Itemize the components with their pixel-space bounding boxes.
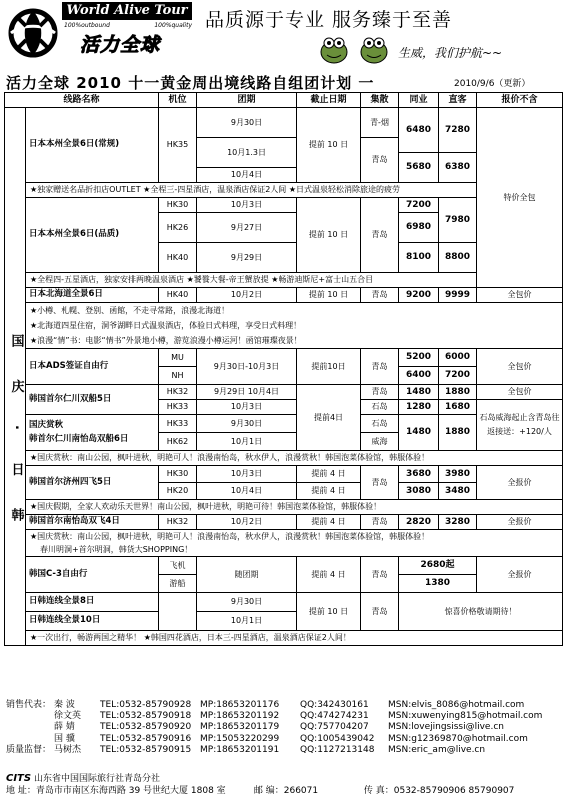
- route-note: ★全程四-五星酒店，独家安排两晚温泉酒店 ★饕餮大餐-帝王蟹放提 ★畅游迪斯尼+富士山五合目: [26, 273, 477, 288]
- price-trade: 6480: [399, 108, 439, 153]
- route-note: ★独家赠送名品折扣店OUTLET ★全程三-四星酒店，温泉酒店保证2人间 ★日式温泉轻松消除旅途的疲劳: [26, 183, 477, 198]
- date: 10月4日: [197, 168, 297, 183]
- company-name: 山东省中国国际旅行社青岛分社: [33, 774, 160, 784]
- table-row: [5, 385, 563, 400]
- city: 青岛: [361, 349, 399, 385]
- table-row: [5, 466, 563, 483]
- date: 9月30日: [197, 415, 297, 433]
- flight: HK62: [159, 433, 197, 451]
- flight: HK30: [159, 198, 197, 213]
- date: 10月2日: [197, 288, 297, 303]
- col-flight: 机位: [159, 93, 197, 108]
- price-trade: 7200: [399, 198, 439, 213]
- city: 青岛: [361, 288, 399, 303]
- city: 青岛: [361, 515, 399, 530]
- price-direct: 9999: [439, 288, 477, 303]
- flight: NH: [159, 367, 197, 385]
- flight: HK32: [159, 385, 197, 400]
- price-direct: 7980: [439, 198, 477, 243]
- col-direct: 直客: [439, 93, 477, 108]
- route-name: 日本本州全景6日(品质): [26, 198, 159, 273]
- flight: HK33: [159, 400, 197, 415]
- slogan: 品质源于专业 服务臻于至善: [205, 9, 453, 31]
- route-name: 日韩连线全景8日: [26, 593, 159, 612]
- city: 青岛: [361, 385, 399, 400]
- price-trade: 9200: [399, 288, 439, 303]
- city: 石岛: [361, 415, 399, 433]
- contact-row: 国 骥 TEL:0532-85790916 MP:15053220299 QQ:1005439042 MSN:g12369870@hotmail.com: [54, 733, 528, 744]
- city: 青岛: [361, 138, 399, 183]
- col-trade: 同业: [399, 93, 439, 108]
- tag-quality: 100%quality: [154, 22, 192, 29]
- excl: 全报价: [477, 515, 563, 530]
- price-trade: 1480: [399, 415, 439, 451]
- date: 10月4日: [197, 483, 297, 500]
- update-date: 2010/9/6（更新）: [454, 79, 531, 89]
- excl: 全包价: [477, 288, 563, 303]
- flight: HK32: [159, 515, 197, 530]
- date: 10月1日: [197, 612, 297, 631]
- price-trade: 6980: [399, 213, 439, 243]
- route-note: ★一次出行，畅游两国之精华！ ★韩国四花酒店，日本三-四星酒店，温泉酒店保证2人间！: [26, 631, 563, 646]
- city: 青岛: [361, 466, 399, 500]
- col-excl: 报价不含: [477, 93, 563, 108]
- route-name: 国庆赏秋 韩首尔仁川南怡岛双船6日: [26, 415, 159, 451]
- city: 青岛: [361, 593, 399, 631]
- date: 9月27日: [197, 213, 297, 243]
- route-name: 日本北海道全景6日: [26, 288, 159, 303]
- price-direct: 1880: [439, 385, 477, 400]
- table-row: [5, 288, 563, 303]
- city: 威海: [361, 433, 399, 451]
- cutoff: 提前 4 日: [297, 557, 361, 593]
- cits-logo: CITS: [6, 773, 32, 784]
- city: 青岛: [361, 198, 399, 273]
- cutoff: 提前10日: [297, 349, 361, 385]
- date: 9月30日: [197, 593, 297, 612]
- protect-slogan: 生威，我们护航~~: [398, 46, 503, 60]
- route-name: 日本ADS签证自由行: [26, 349, 159, 385]
- flight: HK35: [159, 108, 197, 183]
- cutoff: 提前 4 日: [297, 515, 361, 530]
- city: 青-烟: [361, 108, 399, 138]
- city: 石岛: [361, 400, 399, 415]
- date: 9月30日-10月3日: [197, 349, 297, 385]
- cutoff: 提前 4 日: [297, 466, 361, 483]
- col-date: 团期: [197, 93, 297, 108]
- date: 10月3日: [197, 198, 297, 213]
- contacts: [6, 700, 567, 756]
- price-direct: 6000: [439, 349, 477, 367]
- flight: HK26: [159, 213, 197, 243]
- date: 9月29日: [197, 243, 297, 273]
- contact-row: 徐文英 TEL:0532-85790918 MP:18653201192 QQ:474274231 MSN:xuwenying815@hotmail.com: [54, 711, 543, 722]
- excl: 特价全包: [477, 108, 563, 288]
- address-line: 地 址： 青岛市市南区东海西路 39 号世纪大厦 1808 室 邮 编：266071 传 真：0532-85790906 85790907: [6, 783, 562, 796]
- date: 10月1.3日: [197, 138, 297, 168]
- flight: MU: [159, 349, 197, 367]
- price-trade: 5200: [399, 349, 439, 367]
- price-trade: 5680: [399, 153, 439, 183]
- brand-en: World Alive Tour: [62, 2, 192, 20]
- cutoff: 提前 4 日: [297, 483, 361, 500]
- price-direct: 8800: [439, 243, 477, 273]
- city: 青岛: [361, 557, 399, 593]
- excl: 全包价: [477, 349, 563, 385]
- flight: HK40: [159, 243, 197, 273]
- route-name: 韩国C-3自由行: [26, 557, 159, 593]
- swirl-logo-icon: [4, 4, 62, 62]
- table-row: [5, 557, 563, 575]
- route-table: [4, 92, 563, 646]
- route-note: ★小樽、札幌、登别、函館，不走寻常路，浪漫北海道！ ★北海道四星住宿，洞爷湖畔日式温泉酒店，体验日式料理，享受日式料理！ ★浪漫“情”书：电影“情书”外景地小樽，游览浪漫小樽运河！函馆璀璨夜景！: [26, 303, 563, 349]
- excl: 全报价: [477, 557, 563, 593]
- price-trade: 3080: [399, 483, 439, 500]
- date: 9月30日: [197, 108, 297, 138]
- price-direct: 6380: [439, 153, 477, 183]
- price-trade: 8100: [399, 243, 439, 273]
- cutoff: 提前 10 日: [297, 593, 361, 631]
- route-name: 日韩连线全景10日: [26, 612, 159, 631]
- route-name: 韩国首尔仁川双船5日: [26, 385, 159, 415]
- flight: HK40: [159, 288, 197, 303]
- contact-row: 销售代表： 秦 波 TEL:0532-85790928 MP:18653201176 QQ:342430161 MSN:elvis_8086@hotmail.com: [6, 700, 525, 710]
- flight: 飞机: [159, 557, 197, 575]
- brand-tags: [64, 22, 192, 29]
- table-header: [5, 93, 563, 108]
- price-trade: 2820: [399, 515, 439, 530]
- table-row: [5, 593, 563, 612]
- brand-cn: 活力全球: [80, 34, 161, 56]
- flight: [159, 593, 197, 631]
- cutoff: 提前 10 日: [297, 198, 361, 273]
- col-cutoff: 截止日期: [297, 93, 361, 108]
- col-route: 线路名称: [5, 93, 159, 108]
- price-direct: 3980: [439, 466, 477, 483]
- date: 10月1日: [197, 433, 297, 451]
- price-note: 惊喜价格敬请期待！: [399, 593, 563, 631]
- table-row: [5, 349, 563, 367]
- contact-row: 质量监督： 马树杰 TEL:0532-85790915 MP:18653201191 QQ:1127213148 MSN:eric_am@live.cn: [6, 744, 486, 755]
- frog-mascot-icon: [318, 34, 392, 64]
- price-direct: 1680: [439, 400, 477, 415]
- price-direct: 7200: [439, 367, 477, 385]
- header: [0, 0, 567, 72]
- flight: HK30: [159, 466, 197, 483]
- route-note: ★国庆赏秋：南山公园，枫叶进秋，明艳可人！浪漫南怡岛，秋水伊人，浪漫赏秋！韩国泡菜体验馆，韩服体验！ 春川明洞+首尔明洞，韩货大SHOPPING！: [26, 530, 563, 557]
- price-trade: 1280: [399, 400, 439, 415]
- tag-outbound: 100%outbound: [64, 22, 110, 29]
- table-row: [5, 108, 563, 123]
- date: 随团期: [197, 557, 297, 593]
- postcode: 邮 编：266071: [253, 786, 319, 796]
- price-direct: 7280: [439, 108, 477, 153]
- address: 青岛市市南区东海西路 39 号世纪大厦 1808 室: [35, 786, 226, 796]
- flight: HK33: [159, 415, 197, 433]
- excl: 石岛威海起止含青岛往返接送：+120/人: [477, 400, 563, 451]
- cutoff: 提前 10 日: [297, 288, 361, 303]
- price: 1380: [399, 575, 477, 593]
- fax: 传 真：0532-85790906 85790907: [363, 786, 515, 796]
- price-trade: 3680: [399, 466, 439, 483]
- route-name: 日本本州全景6日(常规): [26, 108, 159, 183]
- price-trade: 1480: [399, 385, 439, 400]
- side-label: 国 庆 · 日 韩: [5, 108, 26, 646]
- flight: HK20: [159, 483, 197, 500]
- price-direct: 3480: [439, 483, 477, 500]
- route-note: ★国庆假期，全家人欢动乐天世界！南山公园，枫叶进秋，明艳可待！韩国泡菜体验馆，韩服体验！: [26, 500, 563, 515]
- price-trade: 6400: [399, 367, 439, 385]
- excl: 全包价: [477, 385, 563, 400]
- contact-row: 薛 婧 TEL:0532-85790920 MP:18653201179 QQ:757704207 MSN:lovejingsissi@live.cn: [54, 722, 504, 733]
- excl: 全报价: [477, 466, 563, 500]
- price: 2680起: [399, 557, 477, 575]
- date: 10月2日: [197, 515, 297, 530]
- page-title: 活力全球 2010 十一黄金周出境线路自组团计划 一: [6, 74, 375, 92]
- date: 10月3日: [197, 400, 297, 415]
- route-note: ★国庆赏秋：南山公园，枫叶进秋，明艳可人！浪漫南怡岛，秋水伊人，浪漫赏秋！韩国泡菜体验馆，韩服体验！: [26, 451, 563, 466]
- cutoff: 提前4日: [297, 385, 361, 451]
- col-city: 集散: [361, 93, 399, 108]
- route-name: 韩国首尔南怡岛双飞4日: [26, 515, 159, 530]
- price-direct: 1880: [439, 415, 477, 451]
- date: 10月3日: [197, 466, 297, 483]
- date: 9月29日 10月4日: [197, 385, 297, 400]
- table-row: [5, 515, 563, 530]
- price-direct: 3280: [439, 515, 477, 530]
- flight: 游船: [159, 575, 197, 593]
- route-name: 韩国首尔济州四飞5日: [26, 466, 159, 500]
- cutoff: 提前 10 日: [297, 108, 361, 183]
